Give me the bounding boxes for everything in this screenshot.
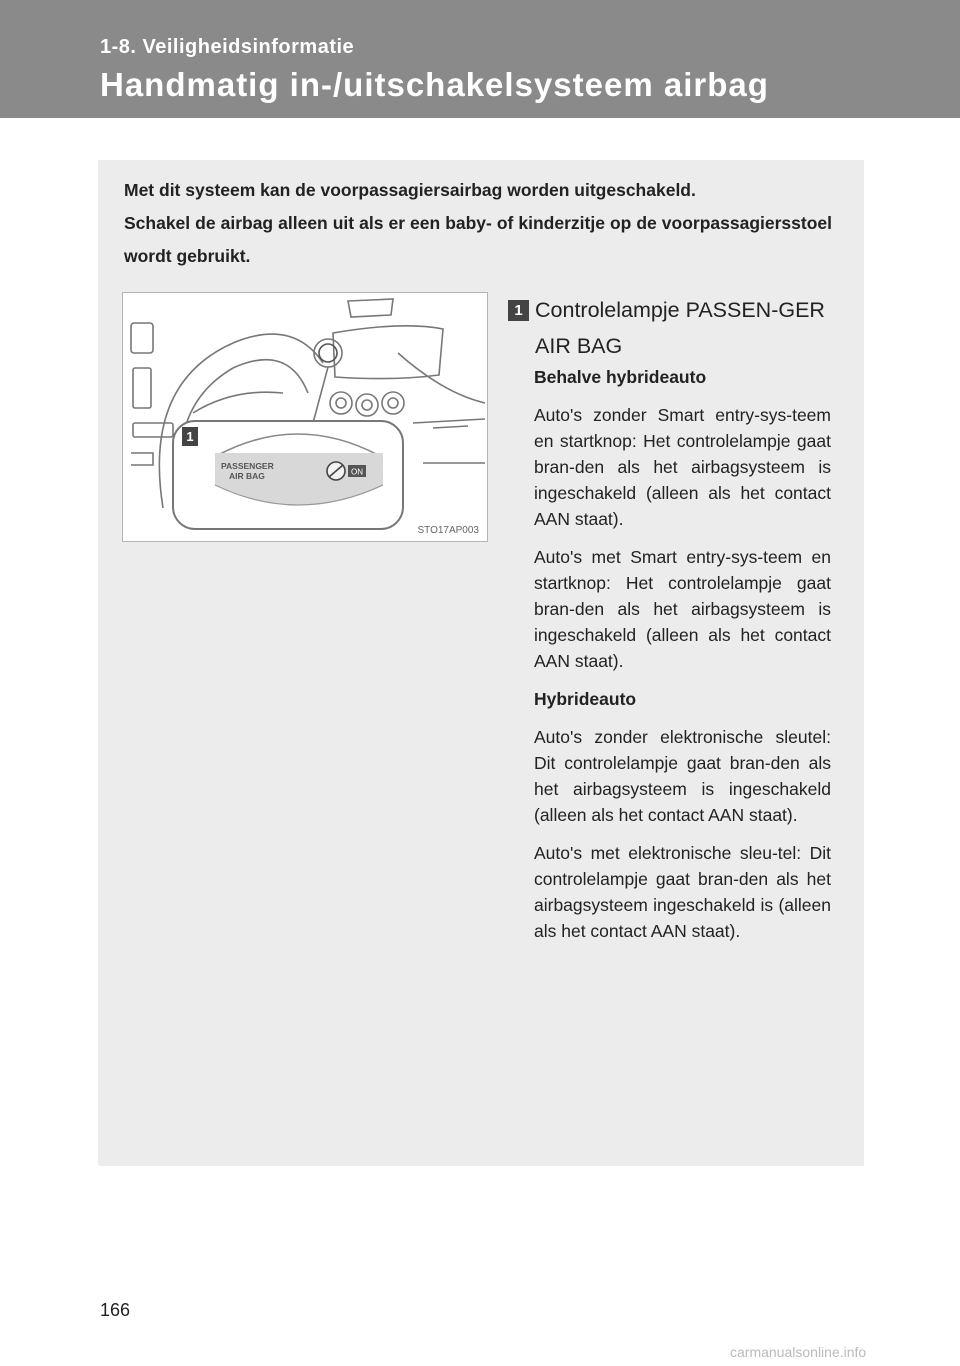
subheading-non-hybrid: Behalve hybrideauto [534, 367, 707, 387]
indicator-label-line2: AIR BAG [229, 471, 265, 481]
paragraph-4: Auto's met elektronische sleu-tel: Dit controlelampje gaat bran-den als het airbagsysteem ingeschakeld is (alleen als het contact AAN staat). [534, 843, 831, 941]
intro-line-1: Met dit systeem kan de voorpassagiersairbag worden uitgeschakeld. [124, 180, 696, 200]
figure-code: STO17AP003 [417, 525, 479, 536]
indicator-label-line1: PASSENGER [221, 461, 274, 471]
paragraph-3: Auto's zonder elektronische sleutel: Dit controlelampje gaat bran-den als het airbagsysteem is ingeschakeld (alleen als het contact AAN staat). [534, 727, 831, 825]
paragraph-1: Auto's zonder Smart entry-sys-teem en startknop: Het controlelampje gaat bran-den als het airbagsysteem is ingeschakeld (alleen als het contact AAN staat). [534, 405, 831, 529]
page-header [0, 0, 960, 118]
label-number-badge: 1 [508, 300, 529, 321]
dashboard-drawing [123, 293, 487, 541]
page-number: 166 [100, 1300, 131, 1320]
label-title: Controlelampje PASSEN-GER AIR BAG [535, 298, 825, 358]
paragraph-2: Auto's met Smart entry-sys-teem en startknop: Het controlelampje gaat bran-den als het airbagsysteem is ingeschakeld (alleen als het contact AAN staat). [534, 547, 831, 671]
intro-text [124, 174, 832, 273]
dashboard-illustration [122, 292, 488, 542]
figure-callout-number: 1 [182, 427, 198, 446]
section-label: 1-8. Veiligheidsinformatie [100, 36, 355, 58]
subheading-hybrid: Hybrideauto [534, 689, 637, 709]
page-title: Handmatig in-/uitschakelsysteem airbag [100, 66, 769, 103]
indicator-on-label: ON [351, 467, 363, 477]
intro-line-2: Schakel de airbag alleen uit als er een baby- of kinderzitje op de voorpassagiersstoel wordt gebruikt. [124, 213, 832, 266]
watermark: carmanualsonline.info [730, 1344, 867, 1360]
description-column [534, 364, 831, 956]
